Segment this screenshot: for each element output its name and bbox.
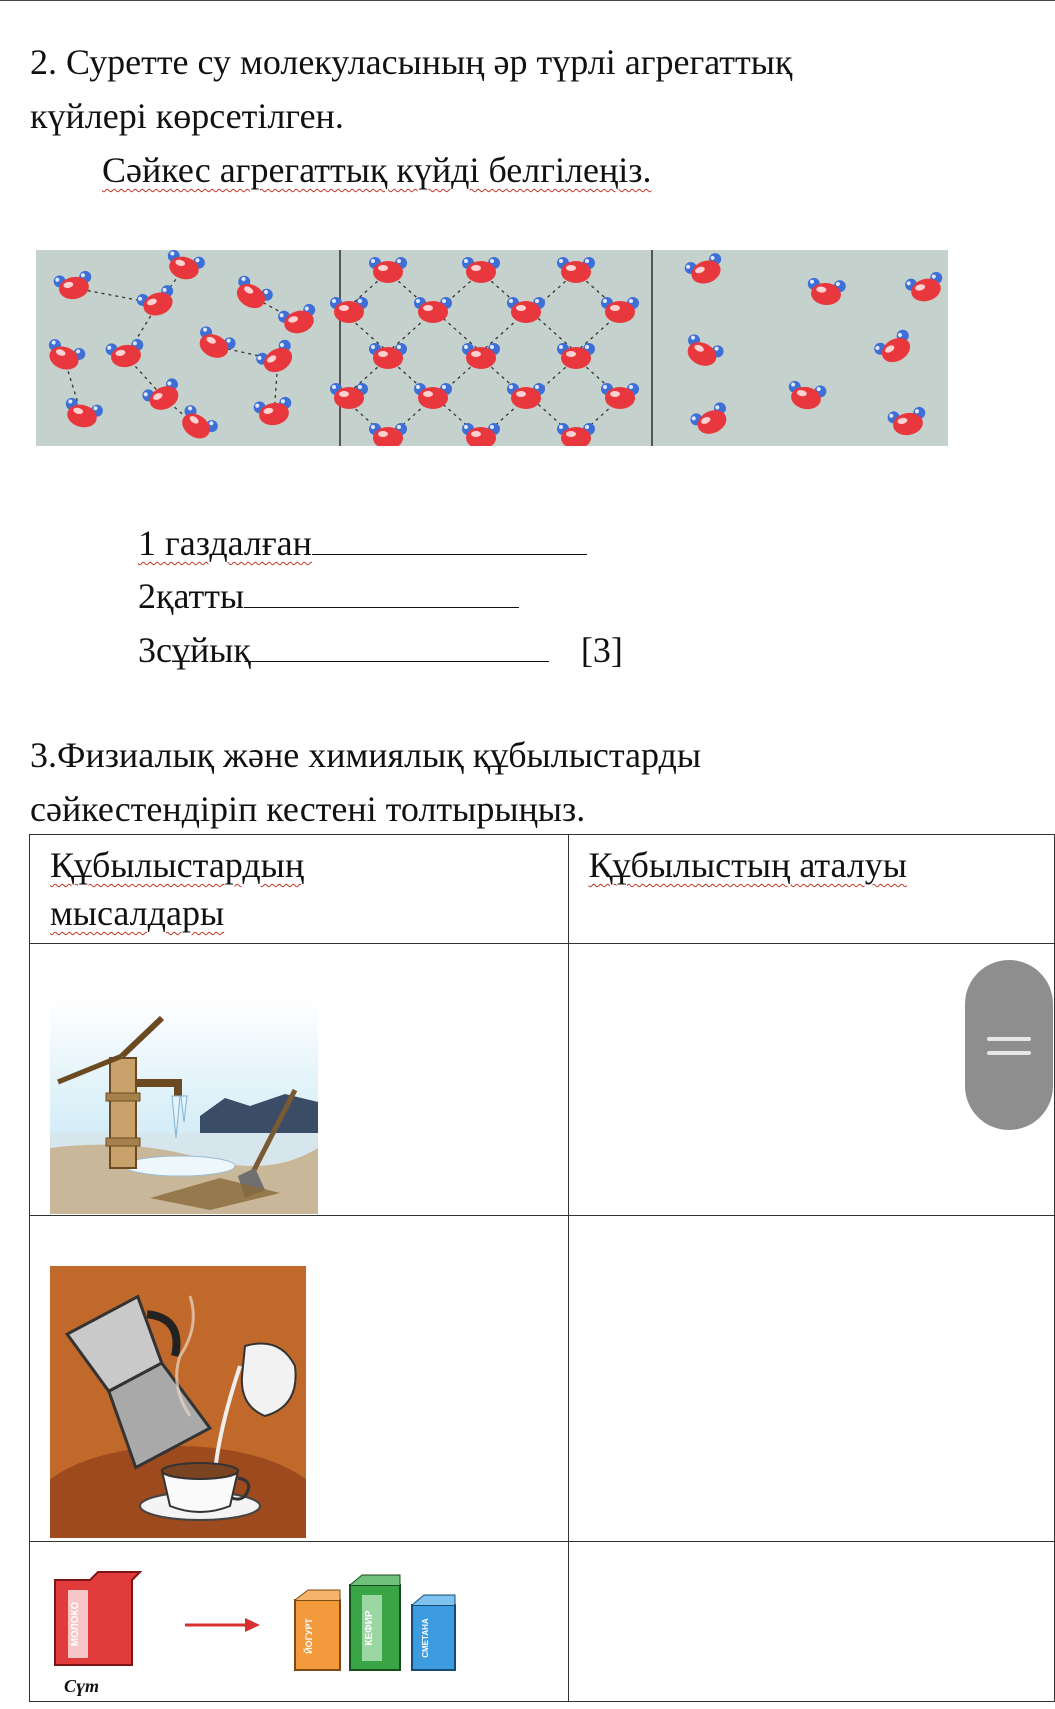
scroll-handle[interactable]: [965, 960, 1053, 1130]
table-row: [30, 944, 1055, 1216]
example-cell-freezing: [30, 944, 569, 1216]
option-liquid-label: 3сұйық: [138, 630, 251, 670]
q2-line2: күйлері көрсетілген.: [30, 96, 344, 136]
q3-line2: сәйкестендіріп кестені толтырыңыз.: [30, 789, 586, 829]
answer-cell-2[interactable]: [568, 1216, 1055, 1542]
answer-blank-2[interactable]: [244, 573, 519, 608]
kefir-carton: [350, 1575, 400, 1670]
col1-header-line2: мысалдары: [50, 893, 225, 933]
q2-instruction: Сәйкес агрегаттық күйді белгілеңіз.: [102, 150, 652, 190]
smetana-carton: [412, 1595, 455, 1670]
milk-carton: [55, 1572, 140, 1665]
option-gas: [138, 520, 587, 563]
answer-blank-1[interactable]: [312, 520, 587, 555]
answer-cell-3[interactable]: [568, 1542, 1055, 1702]
milk-carton-label: МОЛОКО: [70, 1601, 81, 1647]
q3-line1: 3.Физиалық және химиялық құбылыстарды: [30, 735, 702, 775]
table-header-row: [30, 835, 1055, 944]
smetana-carton-label: СМЕТАНА: [421, 1618, 430, 1658]
col2-header-cell: [568, 835, 1055, 944]
option-gas-label: 1 газдалған: [138, 523, 312, 563]
milk-caption: Сүт: [64, 1676, 100, 1696]
phenomena-table: [29, 834, 1055, 1702]
water-states-image: [36, 250, 948, 446]
option-solid: [138, 573, 519, 616]
yogurt-carton-label: ЙОГУРТ: [304, 1618, 314, 1654]
frozen-pump-image: [50, 998, 318, 1214]
table-row: [30, 1216, 1055, 1542]
kefir-carton-label: КЕФИР: [364, 1610, 375, 1646]
example-cell-coffee: [30, 1216, 569, 1542]
score-label: [3]: [580, 630, 623, 670]
example-cell-milk: [30, 1542, 569, 1702]
q2-line1: 2. Суретте су молекуласының әр түрлі агрегаттық: [30, 42, 793, 82]
option-liquid: [138, 627, 623, 670]
col2-header: Құбылыстың аталуы: [588, 845, 907, 885]
col1-header-cell: [30, 835, 569, 944]
top-border: [0, 0, 1055, 1]
coffee-milk-image: [50, 1266, 306, 1538]
answer-blank-3[interactable]: [251, 627, 549, 662]
option-solid-label: 2қатты: [138, 576, 245, 616]
table-row: [30, 1542, 1055, 1702]
col1-header-line1: Құбылыстардың: [50, 845, 305, 885]
milk-products-image: [50, 1570, 530, 1674]
yogurt-carton: [295, 1590, 340, 1670]
